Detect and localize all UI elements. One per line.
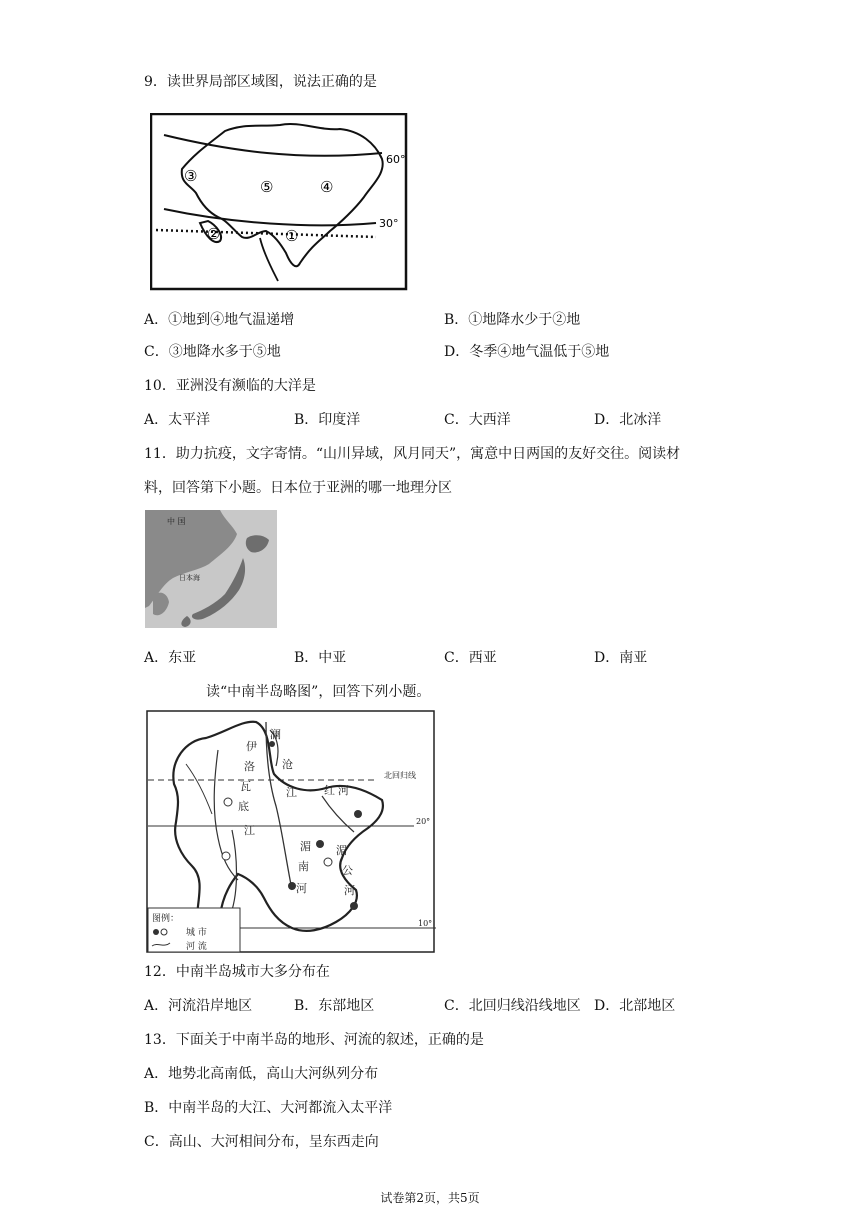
indochina-intro: 读“中南半岛略图”，回答下列小题。 [206, 684, 431, 700]
q11-option-a[interactable]: A．东亚 [144, 650, 197, 666]
indochina-map [146, 710, 436, 954]
label-sea-of-japan: 日本海 [179, 574, 200, 582]
river-label-14: 河 [344, 884, 355, 897]
river-label-9: 湄 [300, 840, 311, 853]
q12-stem: 12．中南半岛城市大多分布在 [144, 964, 330, 980]
q11-option-c[interactable]: C．西亚 [444, 650, 497, 666]
river-label-10: 南 [298, 860, 309, 873]
river-label-2: 沧 [282, 758, 293, 771]
q9-option-b[interactable]: B．①地降水少于②地 [444, 312, 581, 328]
marker-2: ② [207, 225, 221, 243]
q12-option-b[interactable]: B．东部地区 [294, 998, 375, 1014]
tropic-label: 北回归线 [384, 771, 416, 780]
q13-option-a[interactable]: A．地势北高南低，高山大河纵列分布 [144, 1066, 379, 1082]
q10-option-a[interactable]: A．太平洋 [144, 412, 211, 428]
river-label-15: 红 [324, 784, 335, 797]
legend-river: 河 流 [186, 942, 207, 952]
river-label-3: 江 [286, 786, 297, 799]
q11-option-b[interactable]: B．中亚 [294, 650, 347, 666]
label-china: 中 国 [167, 517, 186, 526]
q9-world-map [150, 113, 408, 291]
river-label-6: 瓦 [240, 780, 251, 793]
marker-1: ① [285, 227, 299, 245]
q11-stem-line1: 11．助力抗疫，文字寄情。“山川异域，风月同天”，寓意中日两国的友好交往。阅读材 [144, 446, 681, 462]
q10-stem: 10．亚洲没有濒临的大洋是 [144, 378, 316, 394]
q9-stem: 9．读世界局部区域图，说法正确的是 [144, 74, 377, 90]
marker-4: ④ [320, 178, 334, 196]
lat-60-label: 60° [386, 153, 406, 166]
q12-option-d[interactable]: D．北部地区 [594, 998, 676, 1014]
river-label-1: 澜 [270, 728, 281, 741]
q12-option-a[interactable]: A．河流沿岸地区 [144, 998, 253, 1014]
river-label-5: 洛 [244, 760, 255, 773]
q12-option-c[interactable]: C．北回归线沿线地区 [444, 998, 581, 1014]
river-label-16: 河 [338, 784, 349, 797]
lat20-label: 20° [416, 817, 431, 826]
river-label-13: 公 [342, 864, 353, 877]
legend-title: 图例： [152, 914, 180, 924]
q10-option-d[interactable]: D．北冰洋 [594, 412, 662, 428]
river-label-11: 河 [296, 882, 307, 895]
lat-30-label: 30° [379, 217, 399, 230]
q11-stem-line2: 料，回答第下小题。日本位于亚洲的哪一地理分区 [144, 480, 452, 496]
q10-option-c[interactable]: C．大西洋 [444, 412, 511, 428]
page-footer: 试卷第2页，共5页 [380, 1191, 480, 1205]
river-label-7: 底 [238, 800, 249, 813]
q11-option-d[interactable]: D．南亚 [594, 650, 648, 666]
marker-5: ⑤ [260, 178, 274, 196]
legend-city: 城 市 [186, 928, 207, 938]
marker-3: ③ [184, 167, 198, 185]
q13-option-c[interactable]: C．高山、大河相间分布，呈东西走向 [144, 1134, 379, 1150]
q9-option-d[interactable]: D．冬季④地气温低于⑤地 [444, 344, 610, 360]
river-label-12: 湄 [336, 844, 347, 857]
q9-option-a[interactable]: A．①地到④地气温递增 [144, 312, 295, 328]
river-label-8: 江 [244, 824, 255, 837]
q10-option-b[interactable]: B．印度洋 [294, 412, 361, 428]
river-label-4: 伊 [246, 740, 257, 753]
q11-japan-map [145, 510, 277, 628]
q9-option-c[interactable]: C．③地降水多于⑤地 [144, 344, 281, 360]
q13-stem: 13．下面关于中南半岛的地形、河流的叙述，正确的是 [144, 1032, 484, 1048]
lat10-label: 10° [418, 919, 433, 928]
q13-option-b[interactable]: B．中南半岛的大江、大河都流入太平洋 [144, 1100, 393, 1116]
